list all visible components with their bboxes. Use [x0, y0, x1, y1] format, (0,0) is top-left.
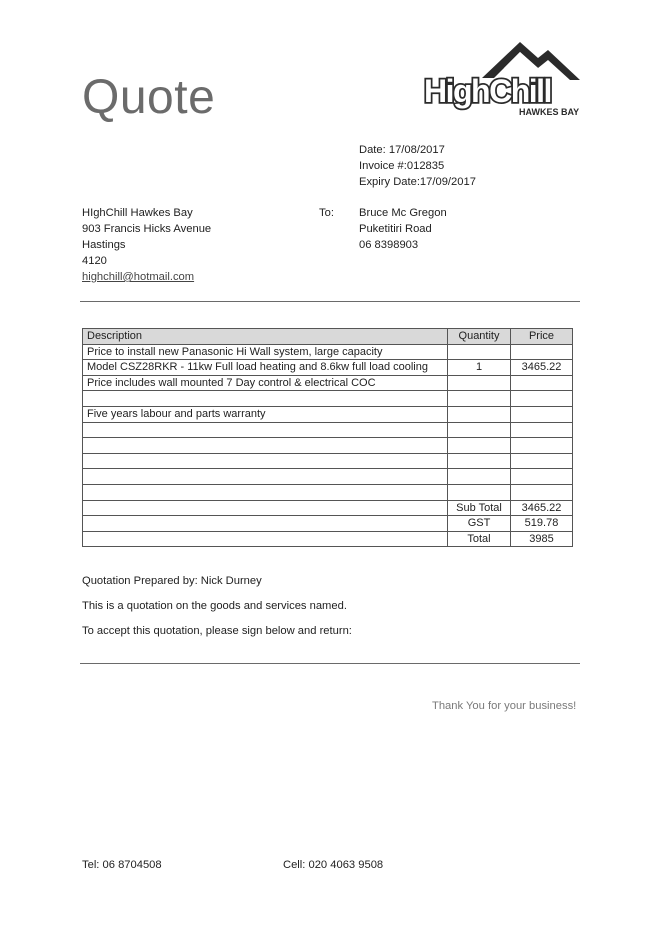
row-price: [511, 391, 573, 407]
row-price: 3465.22: [511, 360, 573, 376]
subtotal-spacer: [83, 500, 448, 516]
quote-date: Date: 17/08/2017: [359, 144, 445, 156]
quote-table: [82, 328, 573, 547]
row-description: Model CSZ28RKR - 11kw Full load heating and 8.6kw full load cooling: [83, 360, 448, 376]
header-price: Price: [511, 329, 573, 345]
to-street: Puketitiri Road: [359, 223, 432, 235]
accept-instruction: To accept this quotation, please sign below and return:: [82, 625, 352, 637]
row-price: [511, 469, 573, 485]
gst-row: [83, 516, 573, 532]
total-row: [83, 531, 573, 547]
table-row: [83, 360, 573, 376]
row-quantity: 1: [448, 360, 511, 376]
gst-label: GST: [448, 516, 511, 532]
row-price: [511, 438, 573, 454]
row-quantity: [448, 453, 511, 469]
row-quantity: [448, 422, 511, 438]
row-quantity: [448, 406, 511, 422]
from-address: [82, 205, 211, 285]
total-label: Total: [448, 531, 511, 547]
row-quantity: [448, 484, 511, 500]
row-price: [511, 453, 573, 469]
table-row: [83, 453, 573, 469]
to-name: Bruce Mc Gregon: [359, 207, 447, 219]
logo-region: HAWKES BAY: [519, 107, 580, 117]
row-description: [83, 484, 448, 500]
gst-spacer: [83, 516, 448, 532]
table-row: [83, 391, 573, 407]
row-description: [83, 469, 448, 485]
subtotal-row: [83, 500, 573, 516]
header-description: Description: [83, 329, 448, 345]
table-row: [83, 375, 573, 391]
logo-brand: HighChill: [424, 73, 551, 109]
telephone: Tel: 06 8704508: [82, 859, 162, 871]
row-description: [83, 422, 448, 438]
row-quantity: [448, 391, 511, 407]
table-row: [83, 469, 573, 485]
subtotal-label: Sub Total: [448, 500, 511, 516]
row-price: [511, 422, 573, 438]
prepared-by: Quotation Prepared by: Nick Durney: [82, 575, 262, 587]
row-price: [511, 484, 573, 500]
row-quantity: [448, 438, 511, 454]
row-quantity: [448, 375, 511, 391]
to-address: [359, 205, 447, 253]
cellphone: Cell: 020 4063 9508: [283, 859, 384, 871]
row-description: Price includes wall mounted 7 Day control & electrical COC: [83, 375, 448, 391]
total-spacer: [83, 531, 448, 547]
from-street: 903 Francis Hicks Avenue: [82, 223, 212, 235]
table-row: [83, 406, 573, 422]
row-description: [83, 391, 448, 407]
expiry-date: Expiry Date:17/09/2017: [359, 176, 476, 188]
row-description: Five years labour and parts warranty: [83, 406, 448, 422]
row-quantity: [448, 344, 511, 360]
from-name: HIghChill Hawkes Bay: [82, 207, 193, 219]
row-description: [83, 438, 448, 454]
table-row: [83, 438, 573, 454]
total-value: 3985: [511, 531, 573, 547]
row-quantity: [448, 469, 511, 485]
table-row: [83, 422, 573, 438]
table-row: [83, 484, 573, 500]
to-phone: 06 8398903: [359, 239, 419, 251]
row-description: [83, 453, 448, 469]
invoice-number: Invoice #:012835: [359, 160, 445, 172]
from-postcode: 4120: [82, 255, 107, 267]
from-city: Hastings: [82, 239, 126, 251]
header-quantity: Quantity: [448, 329, 511, 345]
thank-you-note: Thank You for your business!: [432, 700, 577, 712]
row-price: [511, 375, 573, 391]
table-row: [83, 344, 573, 360]
from-email-link[interactable]: highchill@hotmail.com: [82, 271, 195, 283]
table-header-row: [83, 329, 573, 345]
quotation-statement: This is a quotation on the goods and services named.: [82, 600, 347, 612]
quote-meta: [359, 142, 476, 190]
company-logo: [420, 38, 580, 118]
divider-top: [80, 301, 580, 302]
row-price: [511, 344, 573, 360]
subtotal-value: 3465.22: [511, 500, 573, 516]
signature-line: [80, 663, 580, 664]
row-description: Price to install new Panasonic Hi Wall system, large capacity: [83, 344, 448, 360]
gst-value: 519.78: [511, 516, 573, 532]
to-label: To:: [319, 207, 334, 219]
mountain-logo-icon: [420, 38, 580, 118]
row-price: [511, 406, 573, 422]
page-title: Quote: [82, 71, 216, 124]
